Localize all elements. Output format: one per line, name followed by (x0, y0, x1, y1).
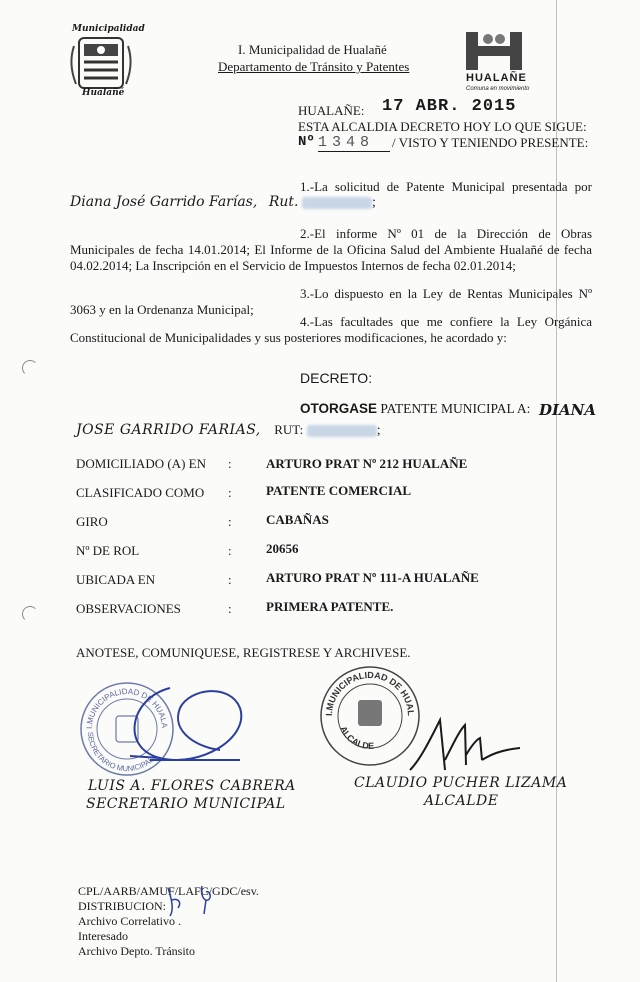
visto-item-3-b: 3063 y en la Ordenanza Municipal; (70, 302, 254, 317)
hualane-logo-icon (462, 30, 526, 72)
visto-item-4-a: 4.-Las facultades que me confiere la Ley Orgánica (300, 314, 592, 329)
mayor-signature (400, 700, 530, 780)
closing-text: ANOTESE, COMUNIQUESE, REGISTRESE Y ARCHIVESE. (76, 645, 411, 660)
redacted-rut (307, 425, 377, 437)
visto-item-2-b: Municipales de fecha 14.01.2014; El Informe de la Oficina Salud del Ambiente Hualañé de fecha (70, 242, 592, 257)
right-stamp-top-text: I.MUNICIPALIDAD DE HUAL (323, 669, 417, 717)
visto-heading: / VISTO Y TENIENDO PRESENTE: (392, 135, 589, 150)
svg-text:ALCALDE (338, 724, 374, 751)
field-label: Nº DE ROL (76, 543, 140, 558)
applicant-name: Diana José Garrido Farías, (70, 194, 258, 210)
grantee-name-part2: JOSE GARRIDO FARIAS, (76, 422, 261, 438)
grantee-name-part1: DIANA (538, 401, 596, 419)
org-name: I. Municipalidad de Hualañé (238, 42, 387, 57)
department-name: Departamento de Tránsito y Patentes (218, 59, 410, 74)
rut-end: ; (376, 423, 381, 438)
number-label: Nº (298, 134, 315, 150)
crest-top-text: Municipalidad (72, 24, 145, 34)
grant-text: PATENTE MUNICIPAL A: (380, 401, 531, 416)
secretary-signature (90, 678, 270, 778)
field-value: 20656 (266, 541, 299, 556)
field-value: PRIMERA PATENTE. (266, 599, 394, 614)
field-label: GIRO (76, 514, 108, 529)
crest-bottom-text: Hualañé (82, 88, 125, 98)
left-stamp-bottom-text: SECRETARIO MUNICIPAL (85, 731, 156, 774)
initials-line: CPL/AARB/AMUF/LAFC/GDC/esv. (78, 884, 259, 898)
applicant-rut-label: Rut. (268, 194, 299, 210)
city-label: HUALAÑE: (298, 103, 365, 118)
date-stamp: 17 ABR. 2015 (382, 97, 517, 116)
field-sep: : (228, 514, 232, 529)
visto-item-3-a: 3.-Lo dispuesto en la Ley de Rentas Municipales Nº (300, 286, 592, 301)
applicant-line (70, 194, 376, 211)
grant-line (300, 401, 596, 419)
distribution-heading: DISTRIBUCION: (78, 899, 167, 913)
field-value: CABAÑAS (266, 512, 329, 527)
grantee-rut-label: RUT: (274, 422, 304, 437)
punch-hole-mark (22, 360, 38, 376)
visto-item-4-b: Constitucional de Municipalidades y sus posteriores modificaciones, he acordado y: (70, 330, 507, 345)
visto-item-1: 1.-La solicitud de Patente Municipal presentada por (300, 179, 592, 194)
field-value: ARTURO PRAT Nº 212 HUALAÑE (266, 456, 468, 471)
logo-tagline: Comuna en movimiento (466, 86, 530, 92)
field-sep: : (228, 485, 232, 500)
decree-intro: ESTA ALCALDIA DECRETO HOY LO QUE SIGUE: (298, 119, 587, 134)
grantee-line (76, 422, 381, 439)
field-sep: : (228, 456, 232, 471)
field-label: CLASIFICADO COMO (76, 485, 205, 500)
right-stamp-bottom-text: ALCALDE (338, 724, 375, 751)
left-stamp-top-text: I.MUNICIPALIDAD DE HUALA (84, 686, 170, 730)
decreto-heading: DECRETO: (300, 370, 373, 386)
decree-number: 1348 (318, 134, 390, 152)
secretary-name: LUIS A. FLORES CABRERA (88, 778, 296, 794)
mayor-name: CLAUDIO PUCHER LIZAMA (354, 775, 568, 791)
field-label: DOMICILIADO (A) EN (76, 456, 206, 471)
redacted-rut (302, 197, 372, 209)
otorgase-word: OTORGASE (300, 401, 378, 416)
field-value: ARTURO PRAT Nº 111-A HUALAÑE (266, 570, 479, 585)
mayor-title: ALCALDE (424, 793, 499, 809)
field-sep: : (228, 601, 232, 616)
distribution-item: Archivo Correlativo . (78, 914, 181, 928)
field-label: OBSERVACIONES (76, 601, 181, 616)
secretary-title: SECRETARIO MUNICIPAL (86, 796, 286, 812)
distribution-item: Interesado (78, 929, 128, 943)
logo-name: HUALAÑE (466, 72, 527, 84)
field-label: UBICADA EN (76, 572, 156, 587)
visto-item-2-c: 04.02.2014; La Inscripción en el Servicio de Impuestos Internos de fecha 02.01.2014; (70, 258, 516, 273)
distribution-item: Archivo Depto. Tránsito (78, 944, 195, 958)
field-value: PATENTE COMERCIAL (266, 483, 412, 498)
field-sep: : (228, 543, 232, 558)
rut-end: ; (371, 195, 376, 210)
initials-scribble (160, 880, 230, 920)
punch-hole-mark (22, 606, 38, 622)
field-sep: : (228, 572, 232, 587)
visto-item-2-a: 2.-El informe Nº 01 de la Dirección de Obras (300, 226, 592, 241)
